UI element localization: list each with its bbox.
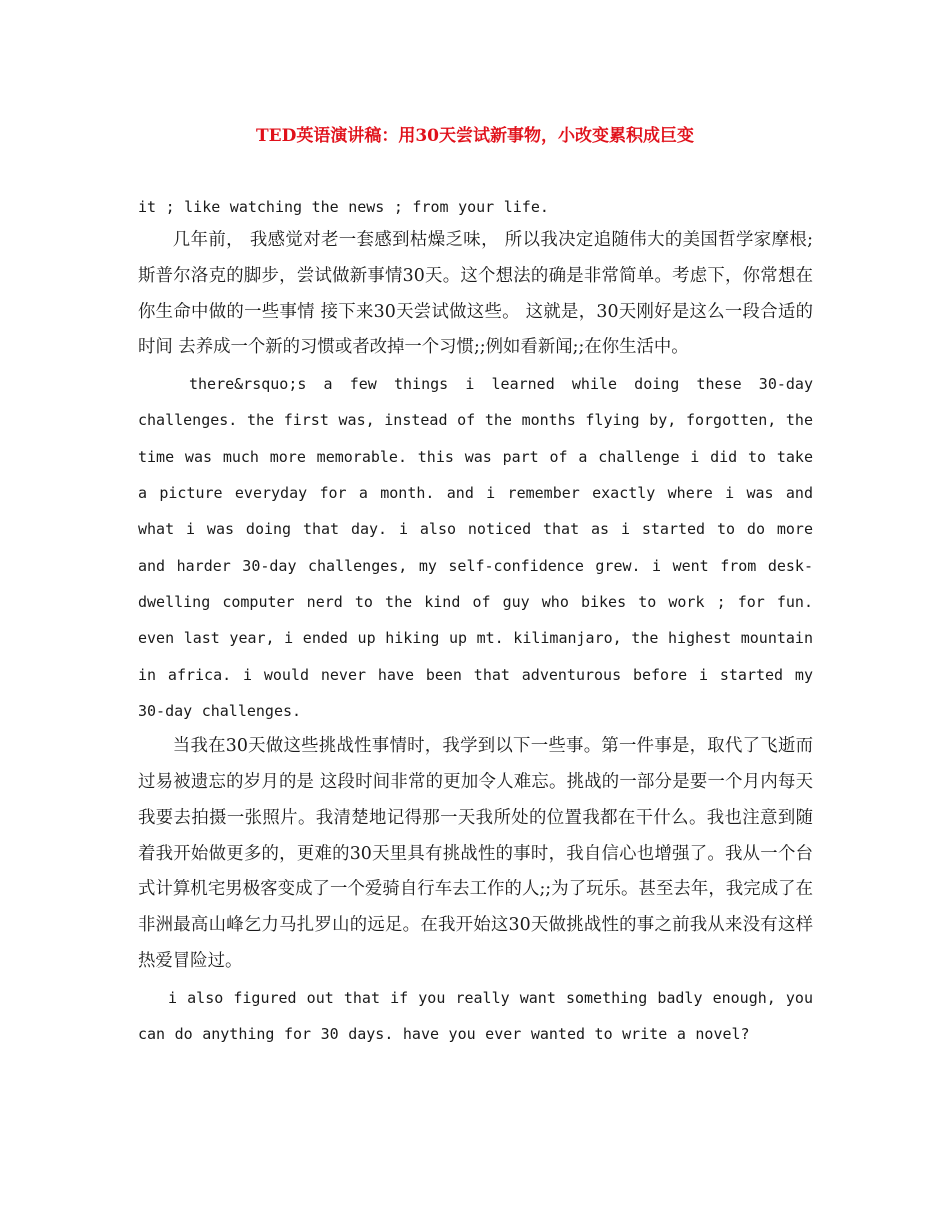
paragraph-chinese-1: 几年前， 我感觉对老一套感到枯燥乏味， 所以我决定追随伟大的美国哲学家摩根;斯普尔洛克的脚步，尝试做新事情30天。这个想法的确是非常简单。考虑下，你常想在你生命中做的一些事情 接下来30天尝试做这些。 这就是，30天刚好是这么一段合适的时间 去养成一个新的习惯或者改掉一个习惯;;例如看新闻;;在你生活中。	[138, 230, 813, 358]
paragraph-english-2: i also figured out that if you really want something badly enough, you can do anything for 30 days. have you ever wanted to write a novel?	[138, 988, 813, 1044]
document-title: TED英语演讲稿：用30天尝试新事物，小改变累积成巨变	[255, 126, 694, 146]
paragraph-chinese-2: 当我在30天做这些挑战性事情时，我学到以下一些事。第一件事是，取代了飞逝而过易被遗忘的岁月的是 这段时间非常的更加令人难忘。挑战的一部分是要一个月内每天我要去拍摄一张照片。我清楚地记得那一天我所处的位置我都在干什么。我也注意到随着我开始做更多的，更难的30天里具有挑战性的事时，我自信心也增强了。我从一个台式计算机宅男极客变成了一个爱骑自行车去工作的人;;为了玩乐。甚至去年，我完成了在非洲最高山峰乞力马扎罗山的远足。在我开始这30天做挑战性的事之前我从来没有这样热爱冒险过。	[138, 736, 813, 971]
document-body	[138, 193, 813, 1052]
paragraph-english-1: there&rsquo;s a few things i learned while doing these 30-day challenges. the first was, instead of the months flying by, forgotten, the time was much more memorable. this was part of a challenge i did to take a picture everyday for a month. and i remember exactly where i was and what i was doing that day. i also noticed that as i started to do more and harder 30-day challenges, my self-confidence grew. i went from desk-dwelling computer nerd to the kind of guy who bikes to work ; for fun. even last year, i ended up hiking up mt. kilimanjaro, the highest mountain in africa. i would never have been that adventurous before i started my 30-day challenges.	[138, 375, 813, 720]
paragraph-english-fragment: it ; like watching the news ; from your life.	[138, 198, 549, 216]
